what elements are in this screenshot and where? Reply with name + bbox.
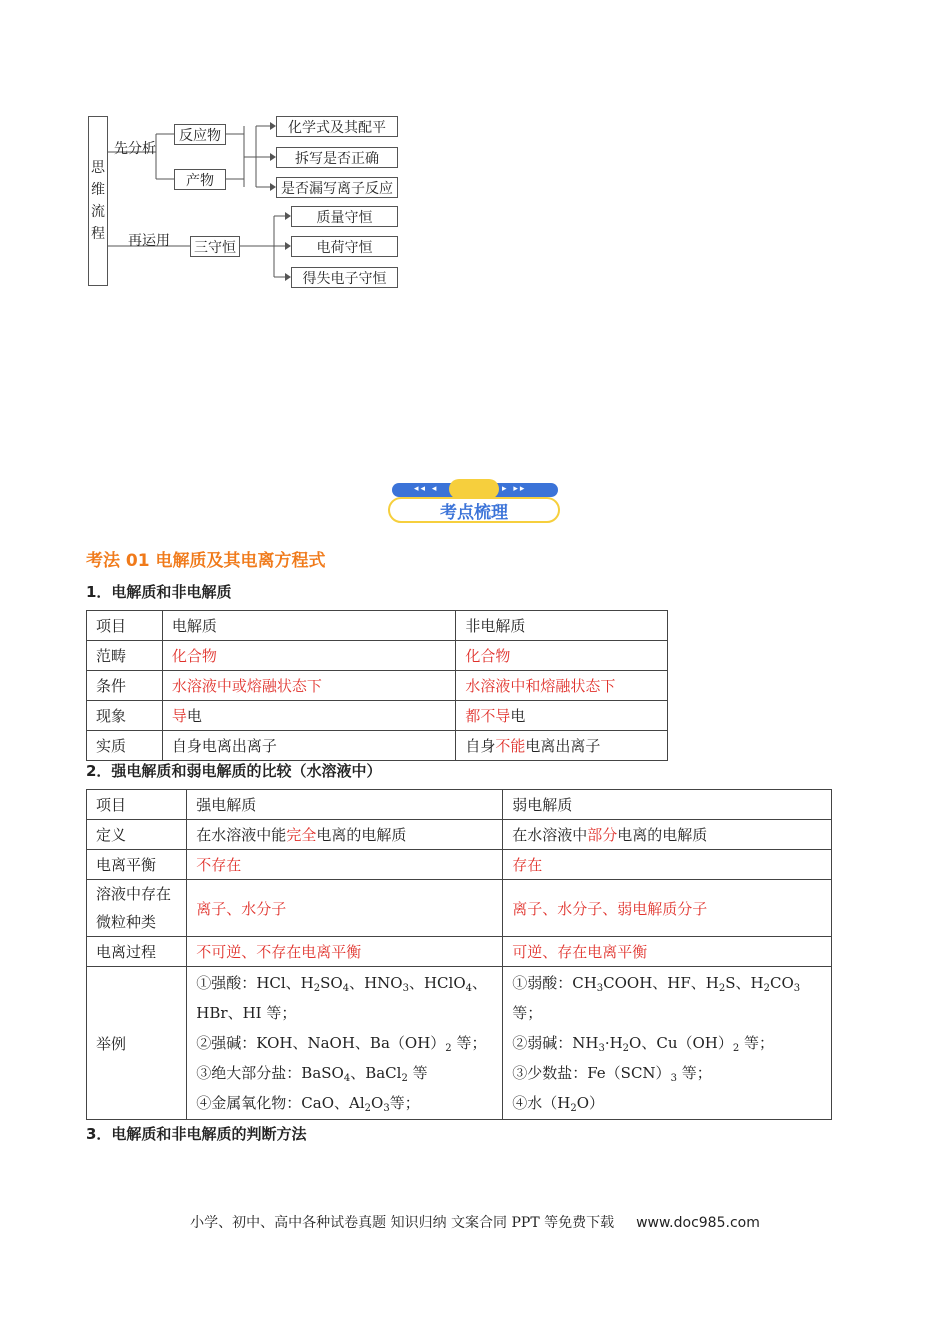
banner-right-arrows: ▸ ▸▸ (502, 484, 527, 494)
table-cell: 电离平衡 (87, 850, 187, 880)
cell-text: 在水溶液中能 (196, 826, 287, 844)
table-cell: 水溶液中或熔融状态下 (162, 671, 455, 701)
table-cell: 可逆、存在电离平衡 (503, 937, 832, 967)
cell-text: ②弱碱：NH (512, 1034, 599, 1052)
table-row (87, 937, 832, 967)
cell-text: 微粒种类 (96, 913, 157, 931)
table-cell (187, 820, 503, 850)
cell-text: 溶液中存在 (96, 885, 172, 903)
cell-text: 电 (510, 707, 526, 725)
table-cell: 条件 (87, 671, 163, 701)
three-conservation-box: 三守恒 (190, 236, 240, 257)
table-cell: 不存在 (187, 850, 503, 880)
table-cell: 离子、水分子、弱电解质分子 (503, 880, 832, 937)
banner-left-arrows: ◂◂ ◂ (414, 484, 439, 494)
cell-text: 在水溶液中 (512, 826, 588, 844)
table-cell: 存在 (503, 850, 832, 880)
table-row (87, 820, 832, 850)
table-cell: 举例 (87, 967, 187, 1120)
table-cell: 实质 (87, 731, 163, 761)
cell-text: ④水（H (512, 1094, 571, 1112)
conservation-box: 得失电子守恒 (291, 267, 398, 288)
cell-text: 电离的电解质 (617, 826, 708, 844)
vertical-char: 维 (91, 182, 105, 198)
table-row (87, 701, 668, 731)
cell-text: ①强酸： (196, 974, 257, 992)
check-box: 是否漏写离子反应 (276, 177, 398, 198)
table-header-cell: 强电解质 (187, 790, 503, 820)
table-header-cell: 电解质 (162, 611, 455, 641)
example-line (196, 1028, 493, 1058)
cell-text: ·H (604, 1034, 623, 1052)
strong-weak-table (86, 789, 832, 1120)
example-line: ④水$(H_2O)$ (512, 1094, 604, 1114)
table-cell: 定义 (87, 820, 187, 850)
example-line: HBr、HI 等； (196, 1004, 297, 1022)
page-footer (0, 1212, 950, 1232)
highlight-text: 不能 (495, 737, 526, 755)
cell-text: ③少数盐：Fe（SCN） (512, 1064, 671, 1082)
table-row (87, 731, 668, 761)
banner-title: 考点梳理 (388, 497, 560, 523)
flowchart-vertical-title (88, 116, 108, 286)
table-cell: 离子、水分子 (187, 880, 503, 937)
conservation-box: 质量守恒 (291, 206, 398, 227)
example-line: ③绝大部分盐：BaSO$_4$、BaCl$_2$ 等 (196, 1064, 428, 1084)
cell-text: 自身 (465, 737, 496, 755)
table-row (87, 671, 668, 701)
table-cell: 不可逆、不存在电离平衡 (187, 937, 503, 967)
table-cell (162, 701, 455, 731)
conservation-box: 电荷守恒 (291, 236, 398, 257)
cell-text: O (371, 1094, 384, 1112)
table-cell: 化合物 (162, 641, 455, 671)
cell-text: 等； (456, 1034, 487, 1052)
vertical-char: 程 (91, 226, 105, 242)
cell-text: 等 (412, 1064, 428, 1082)
highlight-text: 部分 (587, 826, 618, 844)
table-header-cell: 弱电解质 (503, 790, 832, 820)
step-analyze-label: 先分析 (114, 141, 156, 157)
cell-text: 电离出离子 (525, 737, 601, 755)
table-cell (503, 820, 832, 850)
table-cell: 水溶液中和熔融状态下 (456, 671, 668, 701)
example-line: 等； (512, 1004, 543, 1022)
table-row (87, 611, 668, 641)
strong-examples-cell (187, 967, 503, 1120)
highlight-text: 完全 (286, 826, 317, 844)
table-row (87, 641, 668, 671)
subscript: 2 (445, 1043, 452, 1054)
cell-text: 等； (744, 1034, 775, 1052)
table-row (87, 790, 832, 820)
footer-text: 小学、初中、高中各种试卷真题 知识归纳 文案合同 PPT 等免费下载 (190, 1215, 615, 1231)
check-box: 拆写是否正确 (276, 147, 398, 168)
cell-text: ①弱酸：CH (512, 974, 597, 992)
highlight-text: 导 (171, 707, 187, 725)
check-box: 化学式及其配平 (276, 116, 398, 137)
table-cell: 电离过程 (87, 937, 187, 967)
section-banner (386, 479, 564, 529)
footer-url[interactable]: www.doc985.com (636, 1215, 760, 1231)
cell-text: O、Cu（OH） (629, 1034, 733, 1052)
table-row (87, 850, 832, 880)
table-cell (87, 880, 187, 937)
thinking-flowchart (86, 112, 406, 294)
product-box: 产物 (174, 169, 226, 190)
example-line: ①强酸：HCl、$H_2SO_4$、$HNO_3$、HClO$_4$、 (196, 974, 488, 994)
electrolyte-table (86, 610, 668, 761)
banner-yellow-knob (449, 479, 499, 499)
example-line: ③少数盐：$Fe(SCN)_3$ 等； (512, 1064, 712, 1084)
cell-text: 电离的电解质 (316, 826, 407, 844)
table-row (87, 880, 832, 937)
cell-text: 等； (389, 1094, 420, 1112)
cell-text: 电 (186, 707, 202, 725)
vertical-char: 思 (91, 160, 105, 176)
example-line: ②弱碱：$NH_3\cdot H_2O$、$Cu(OH)_2$ 等； (512, 1034, 775, 1054)
table-cell: 自身电离出离子 (162, 731, 455, 761)
weak-examples-cell (503, 967, 832, 1120)
vertical-char: 流 (91, 204, 105, 220)
highlight-text: 都不导 (465, 707, 511, 725)
subheading-2: 2．强电解质和弱电解质的比较（水溶液中） (86, 762, 382, 780)
subheading-1: 1．电解质和非电解质 (86, 583, 232, 601)
table-cell: 范畴 (87, 641, 163, 671)
table-cell (456, 731, 668, 761)
table-cell: 化合物 (456, 641, 668, 671)
step-apply-label: 再运用 (128, 233, 170, 249)
table-cell: 现象 (87, 701, 163, 731)
reactant-box: 反应物 (174, 124, 226, 145)
table-header-cell: 非电解质 (456, 611, 668, 641)
table-header-cell: 项目 (87, 790, 187, 820)
cell-text: ③绝大部分盐：BaSO (196, 1064, 344, 1082)
cell-text: ②强碱：KOH、NaOH、Ba（OH） (196, 1034, 446, 1052)
cell-text: 、BaCl (350, 1064, 402, 1082)
table-cell (456, 701, 668, 731)
table-row (87, 967, 832, 1120)
cell-text: O） (576, 1094, 604, 1112)
cell-text: 等； (681, 1064, 712, 1082)
cell-text: ④金属氧化物：CaO、Al (196, 1094, 365, 1112)
example-line: ④金属氧化物：CaO、$Al_2O_3$等； (196, 1094, 420, 1114)
subheading-3: 3．电解质和非电解质的判断方法 (86, 1125, 307, 1143)
section-heading: 考法 01 电解质及其电离方程式 (86, 551, 326, 571)
example-line: ①弱酸：$CH_3COOH$、HF、$H_2S$、$H_2CO_3$ (512, 974, 801, 994)
table-header-cell: 项目 (87, 611, 163, 641)
